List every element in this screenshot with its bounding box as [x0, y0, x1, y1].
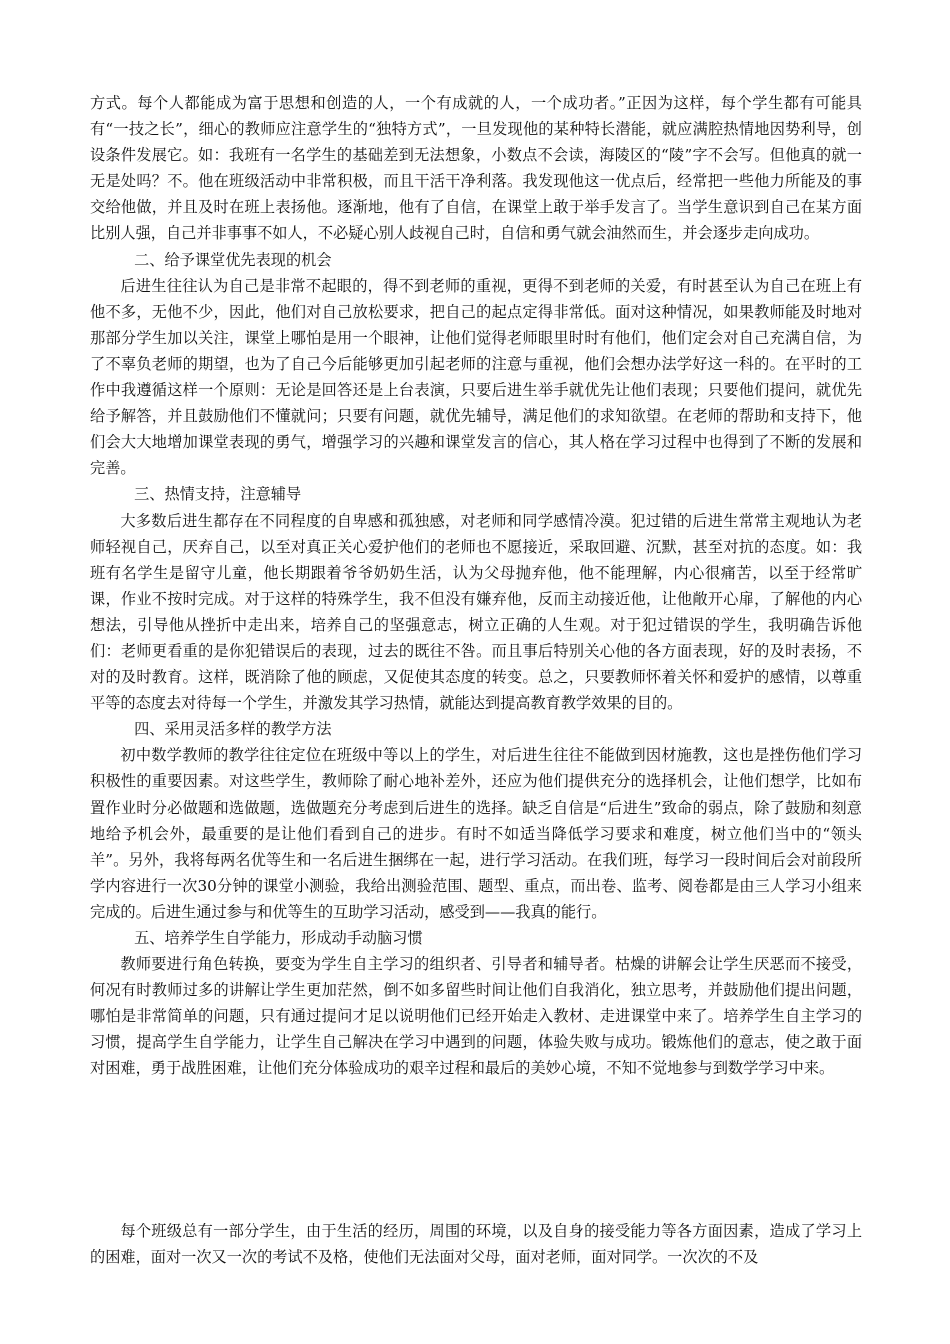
paragraph-intro: 方式。每个人都能成为富于思想和创造的人，一个有成就的人，一个成功者。”正因为这样，每个学生都有可能具有“一技之长”，细心的教师应注意学生的“独特方式”，一旦发现他的某种特长潜能，就应满腔热情地因势利导，创设条件发展它。如：我班有一名学生的基础差到无法想象，小数点不会读，海陵区的“陵”字不会写。但他真的就一无是处吗？不。他在班级活动中非常积极，而且干活干净利落。我发现他这一优点后，经常把一些他力所能及的事交给他做，并且及时在班上表扬他。逐渐地，他有了自信，在课堂上敢于举手发言了。当学生意识到自己在某方面比别人强，自己并非事事不如人，不必疑心别人歧视自己时，自信和勇气就会油然而生，并会逐步走向成功。: [90, 94, 862, 243]
paragraph-next-article: 每个班级总有一部分学生，由于生活的经历，周围的环境，以及自身的接受能力等各方面因素，造成了学习上的困难，面对一次又一次的考试不及格，使他们无法面对父母，面对老师，面对同学。一次次的不及: [90, 1221, 862, 1266]
section-heading-2: 二、给予课堂优先表现的机会: [134, 250, 332, 269]
document-page: [90, 90, 862, 1270]
paragraph-section-4: 初中数学教师的教学往往定位在班级中等以上的学生，对后进生往往不能做到因材施教，这也是挫伤他们学习积极性的重要因素。对这些学生，教师除了耐心地补差外，还应为他们提供充分的选择机会，让他们想学，比如布置作业时分必做题和选做题，选做题充分考虑到后进生的选择。缺乏自信是“后进生”致命的弱点，除了鼓励和刻意地给予机会外，最重要的是让他们看到自己的进步。有时不如适当降低学习要求和难度，树立他们当中的“领头羊”。另外，我将每两名优等生和一名后进生捆绑在一起，进行学习活动。在我们班，每学习一段时间后会对前段所学内容进行一次30分钟的课堂小测验，我给出测验范围、题型、重点，而出卷、监考、阅卷都是由三人学习小组来完成的。后进生通过参与和优等生的互助学习活动，感受到——我真的能行。: [90, 746, 862, 921]
section-heading-5: 五、培养学生自学能力，形成动手动脑习惯: [134, 929, 423, 947]
paragraph-section-2: 后进生往往认为自己是非常不起眼的，得不到老师的重视，更得不到老师的关爱，有时甚至认为自己在班上有他不多，无他不少，因此，他们对自己放松要求，把自己的起点定得非常低。面对这种情况，如果教师能及时地对那部分学生加以关注，课堂上哪怕是用一个眼神，让他们觉得老师眼里时时有他们，他们定会对自己充满自信，为了不辜负老师的期望，也为了自己今后能够更加引起老师的注意与重视，他们会想办法学好这一科的。在平时的工作中我遵循这样一个原则：无论是回答还是上台表演，只要后进生举手就优先让他们表现；只要他们提问，就优先给予解答，并且鼓励他们不懂就问；只要有问题，就优先辅导，满足他们的求知欲望。在老师的帮助和支持下，他们会大大地增加课堂表现的勇气，增强学习的兴趣和课堂发言的信心，其人格在学习过程中也得到了不断的发展和完善。: [90, 276, 862, 478]
section-heading-4: 四、采用灵活多样的教学方法: [134, 720, 332, 739]
page-gap: [90, 1082, 862, 1218]
section-heading-3: 三、热情支持，注意辅导: [134, 485, 302, 504]
paragraph-section-5: 教师要进行角色转换，要变为学生自主学习的组织者、引导者和辅导者。枯燥的讲解会让学生厌恶而不接受，何况有时教师过多的讲解让学生更加茫然，倒不如多留些时间让他们自我消化，独立思考，并鼓励他们提出问题，哪怕是非常简单的问题，只有通过提问才足以说明他们已经开始走入教材、走进课堂中来了。培养学生自主学习的习惯，提高学生自学能力，让学生自己解决在学习中遇到的问题，体验失败与成功。锻炼他们的意志，使之敢于面对困难，勇于战胜困难，让他们充分体验成功的艰辛过程和最后的美妙心境，不知不觉地参与到数学学习中来。: [90, 955, 862, 1078]
paragraph-section-3: 大多数后进生都存在不同程度的自卑感和孤独感，对老师和同学感情冷漠。犯过错的后进生常常主观地认为老师轻视自己，厌弃自己，以至对真正关心爱护他们的老师也不愿接近，采取回避、沉默，甚至对抗的态度。如：我班有名学生是留守儿童，他长期跟着爷爷奶奶生活，认为父母抛弃他，他不能理解，内心很痛苦，以至于经常旷课，作业不按时完成。对于这样的特殊学生，我不但没有嫌弃他，反而主动接近他，让他敞开心扉，了解他的内心想法，引导他从挫折中走出来，培养自己的坚强意志，树立正确的人生观。对于犯过错误的学生，我明确告诉他们：老师更看重的是你犯错误后的表现，过去的既往不咎。而且事后特别关心他的各方面表现，好的及时表扬，不对的及时教育。这样，既消除了他的顾虑，又促使其态度的转变。总之，只要教师怀着关怀和爱护的感情，以尊重平等的态度去对待每一个学生，并激发其学习热情，就能达到提高教育教学效果的目的。: [90, 511, 862, 713]
